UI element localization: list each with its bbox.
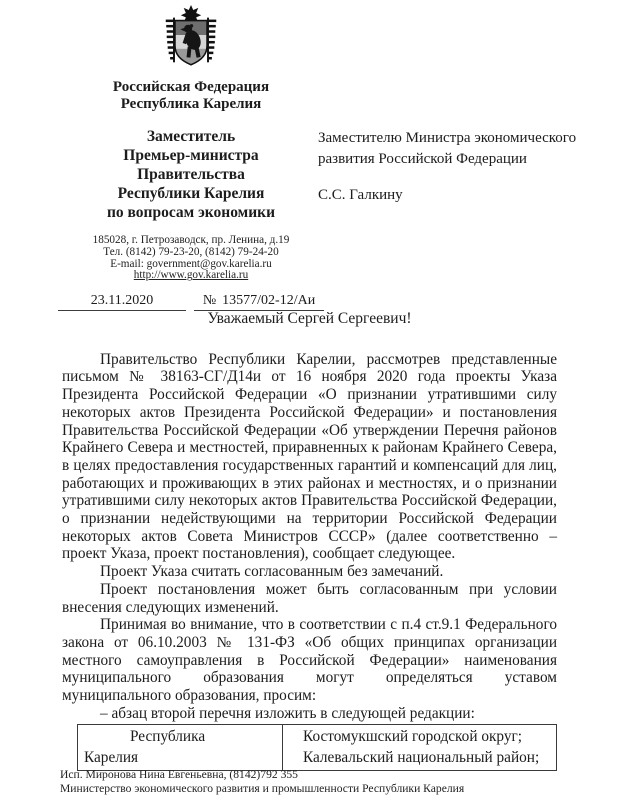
addressee-name: С.С. Галкину xyxy=(318,187,403,203)
email-address: E-mail: government@gov.karelia.ru xyxy=(110,257,272,270)
website-link: http://www.gov.karelia.ru xyxy=(133,269,249,282)
letterhead-country: Российская Федерация xyxy=(112,79,270,95)
cell-region xyxy=(78,725,283,771)
addressee-block xyxy=(318,128,606,206)
post-line: по вопросам экономики xyxy=(106,204,276,221)
redaction-table xyxy=(77,724,557,771)
post-line: Республики Карелия xyxy=(117,185,265,202)
addressee-title: Заместителю Министра экономического развития Российской Федерации xyxy=(318,130,577,167)
letter-number: 13577/02-12/Аи xyxy=(222,293,316,309)
body-paragraphs xyxy=(62,351,557,723)
paragraph-4: Принимая во внимание, что в соответствии с п.4 ст.9.1 Федерального закона от 06.10.2003 № 131-ФЗ «Об общих принципах организации местного самоуправления в Российской Федерации» наименования муниципального образования могут определяться уставом муниципального образования, просим: xyxy=(62,616,557,705)
region-line-1: Республика xyxy=(130,728,206,746)
postal-address: 185028, г. Петрозаводск, пр. Ленина, д.19 xyxy=(92,234,290,246)
paragraph-5: – абзац второй перечня изложить в следующей редакции: xyxy=(100,704,475,722)
executor-info: Исп. Миронова Нина Евгеньевна, (8142)792 355 xyxy=(60,768,298,781)
letter-number-wrap xyxy=(194,292,324,311)
post-line: Заместитель xyxy=(146,128,236,145)
post-line: Правительства xyxy=(137,166,245,183)
paragraph-2: Проект Указа считать согласованным без замечаний. xyxy=(100,563,444,581)
contact-block xyxy=(58,235,324,282)
karelia-coat-of-arms-icon xyxy=(157,4,225,74)
number-sign: № xyxy=(202,293,217,309)
district-line-2: Калевальский национальный район; xyxy=(303,749,540,767)
letterhead xyxy=(58,4,324,311)
region-line-2: Карелия xyxy=(84,749,139,767)
phone-numbers: Тел. (8142) 79-23-20, (8142) 79-24-20 xyxy=(103,245,279,258)
footer-block xyxy=(60,768,580,795)
paragraph-1: Правительство Республики Карелии, рассмотрев представленные письмом № 38163-СГ/Д14и от 16 ноября 2020 года проекты Указа Президента Российской Федерации «О признании утратившими силу некоторых актов Президента Российской Федерации» и постановления Правительства Российской Федерации «Об утверждении Перечня районов Крайнего Севера и местностей, приравненных к районам Крайнего Севера, в целях предоставления государственных гарантий и компенсаций для лиц, работающих и проживающих в этих районах и местностях, и о признании утратившими силу некоторых актов Правительства Российской Федерации, о признании недействующими на территории Российской Федерации некоторых актов Совета Министров СССР» (далее соответственно – проект Указа, проект постановления), сообщает следующее. xyxy=(62,350,557,563)
date-and-number-line xyxy=(58,292,324,311)
letterhead-region: Республика Карелия xyxy=(120,96,262,112)
letter-date: 23.11.2020 xyxy=(58,292,186,311)
post-line: Премьер-министра xyxy=(123,147,259,164)
letter-body xyxy=(62,310,557,771)
cell-districts xyxy=(283,725,557,771)
salutation: Уважаемый Сергей Сергеевич! xyxy=(207,310,412,327)
sender-post-block xyxy=(58,127,324,222)
ministry-name: Министерство экономического развития и промышленности Республики Карелия xyxy=(60,781,465,795)
paragraph-3: Проект постановления может быть согласованным при условии внесения следующих изменений. xyxy=(62,580,557,616)
district-line-1: Костомукшский городской округ; xyxy=(303,728,523,746)
table-row xyxy=(78,725,557,771)
